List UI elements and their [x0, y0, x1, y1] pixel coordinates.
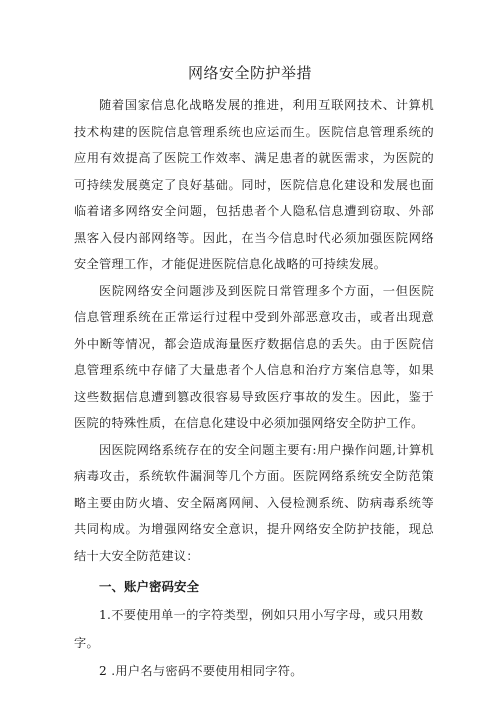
- section-heading: 一、账户密码安全: [99, 579, 200, 594]
- document-body: [74, 92, 434, 685]
- document-title: 网络安全防护举措: [187, 64, 312, 82]
- paragraph-intro: 随着国家信息化战略发展的推进，利用互联网技术、计算机技术构建的医院信息管理系统也应运而生。医院信息管理系统的应用有效提高了医院工作效率、满足患者的就医需求，为医院的可持续发展奠定了良好基础。同时，医院信息化建设和发展也面临着诸多网络安全问题，包括患者个人隐私信息遭到窃取、外部黑客入侵内部网络等。因此，在当今信息时代必须加强医院网络安全管理工作，才能促进医院信息化战略的可持续发展。: [74, 98, 434, 271]
- list-item: 1.不要使用单一的字符类型，例如只用小写字母，或只用数字。: [74, 608, 424, 650]
- paragraph-strategy: 因医院网络系统存在的安全问题主要有:用户操作问题,计算机病毒攻击，系统软件漏洞等几个方面。医院网络系统安全防范策略主要由防火墙、安全隔离网闸、入侵检测系统、防病毒系统等共同构成。为增强网络安全意识，提升网络安全防护技能，现总结十大安全防范建议：: [74, 442, 434, 563]
- paragraph-risks: 医院网络安全问题涉及到医院日常管理多个方面，一但医院信息管理系统在正常运行过程中受到外部恶意攻击，或者出现意外中断等情况，都会造成海量医疗数据信息的丢失。由于医院信息管理系统中存储了大量患者个人信息和治疗方案信息等，如果这些数据信息遭到篡改很容易导致医疗事故的发生。因此，鉴于医院的特殊性质，在信息化建设中必须加强网络安全防护工作。: [74, 283, 434, 430]
- list-item: 2 .用户名与密码不要使用相同字符。: [99, 664, 303, 678]
